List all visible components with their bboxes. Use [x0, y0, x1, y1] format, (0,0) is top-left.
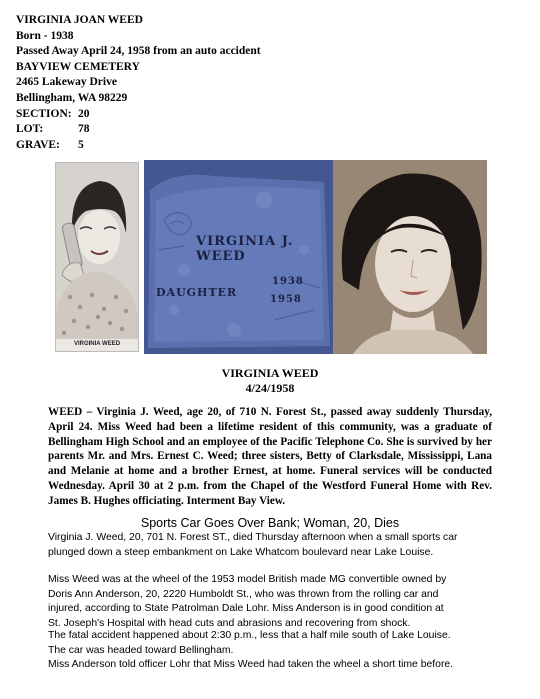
portrait-photo: [333, 160, 487, 354]
article-line: Doris Ann Anderson, 20, 2220 Humboldt St., who was thrown from the rolling car and: [48, 588, 439, 600]
lot-row: [16, 122, 261, 138]
article-line: injured, according to State Patrolman Dale Lohr. Miss Anderson is in good condition at: [48, 603, 444, 614]
article-line: St. Joseph's Hospital with head cuts and abrasions and recovering from shock.: [48, 617, 411, 629]
section-value: 20: [78, 107, 90, 120]
article-line: Miss Anderson told officer Lohr that Miss Weed had taken the wheel a short time before.: [48, 659, 454, 670]
portrait-on-phone-illustration: [56, 163, 138, 351]
death-info: Passed Away April 24, 1958 from an auto accident: [16, 45, 261, 58]
headstone-death-year: 1958: [270, 294, 302, 305]
article-line: Miss Weed was at the wheel of the 1953 model British made MG convertible owned by: [48, 574, 447, 585]
grave-value: 5: [78, 138, 84, 151]
portrait-caption: VIRGINIA WEED: [73, 341, 121, 347]
section-row: [16, 107, 261, 123]
lot-value: 78: [78, 123, 90, 136]
obituary-text: WEED – Virginia J. Weed, age 20, of 710 N. Forest St., passed away suddenly Thursday, April 24. Miss Weed had been a lifetime resident of this community, was a graduate of Bellingham High School and an employee of the Pacific Telephone Co. She is survived by her parents Mr. and Mrs. Ernest C. Weed; three sisters, Betty of Clarksdale, Mississippi, Lana and Melanie at home and a brother Ernest, at home. Funeral services will be conducted Wednesday. April 30 at 2 p.m. from the Chapel of the Westford Funeral Home with Rev. James B. Hughes officiating. Interment Bay View.: [48, 406, 492, 507]
obituary-date: 4/24/1958: [245, 381, 295, 395]
cemetery-name: BAYVIEW CEMETERY: [16, 60, 140, 73]
article-line: Virginia J. Weed, 20, 701 N. Forest ST., died Thursday afternoon when a small sports car: [48, 532, 458, 543]
headstone-photo: [144, 160, 334, 354]
article-line: plunged down a steep embankment on Lake Whatcom boulevard near Lake Louise.: [48, 546, 434, 558]
article-paragraph-4: [48, 658, 498, 673]
section-label: SECTION:: [16, 107, 72, 120]
article-line: The car was headed toward Bellingham.: [48, 644, 234, 656]
newspaper-portrait-photo: [55, 162, 139, 352]
article-paragraph-1: [48, 531, 498, 560]
lot-label: LOT:: [16, 123, 44, 136]
portrait-illustration: [333, 160, 487, 354]
photo-strip: [0, 160, 540, 354]
grave-row: [16, 138, 261, 154]
article-paragraph-2: [48, 573, 498, 631]
article-line: The fatal accident happened about 2:30 p.m., less that a half mile south of Lake Louise.: [48, 630, 451, 641]
memorial-header: [16, 13, 261, 153]
obituary-name: VIRGINIA WEED: [221, 366, 319, 380]
obituary-title-block: [0, 366, 540, 396]
birth-year: Born - 1938: [16, 29, 74, 42]
headstone-name: VIRGINIA J. WEED: [196, 234, 294, 264]
cemetery-address: 2465 Lakeway Drive: [16, 76, 117, 89]
grave-label: GRAVE:: [16, 138, 60, 151]
article-paragraph-3: [48, 629, 498, 658]
headstone-relation: DAUGHTER: [156, 286, 238, 299]
deceased-name: VIRGINIA JOAN WEED: [16, 14, 143, 26]
article-headline: Sports Car Goes Over Bank; Woman, 20, Dies: [140, 516, 400, 530]
cemetery-city: Bellingham, WA 98229: [16, 91, 128, 104]
headstone-birth-year: 1938: [272, 276, 304, 287]
